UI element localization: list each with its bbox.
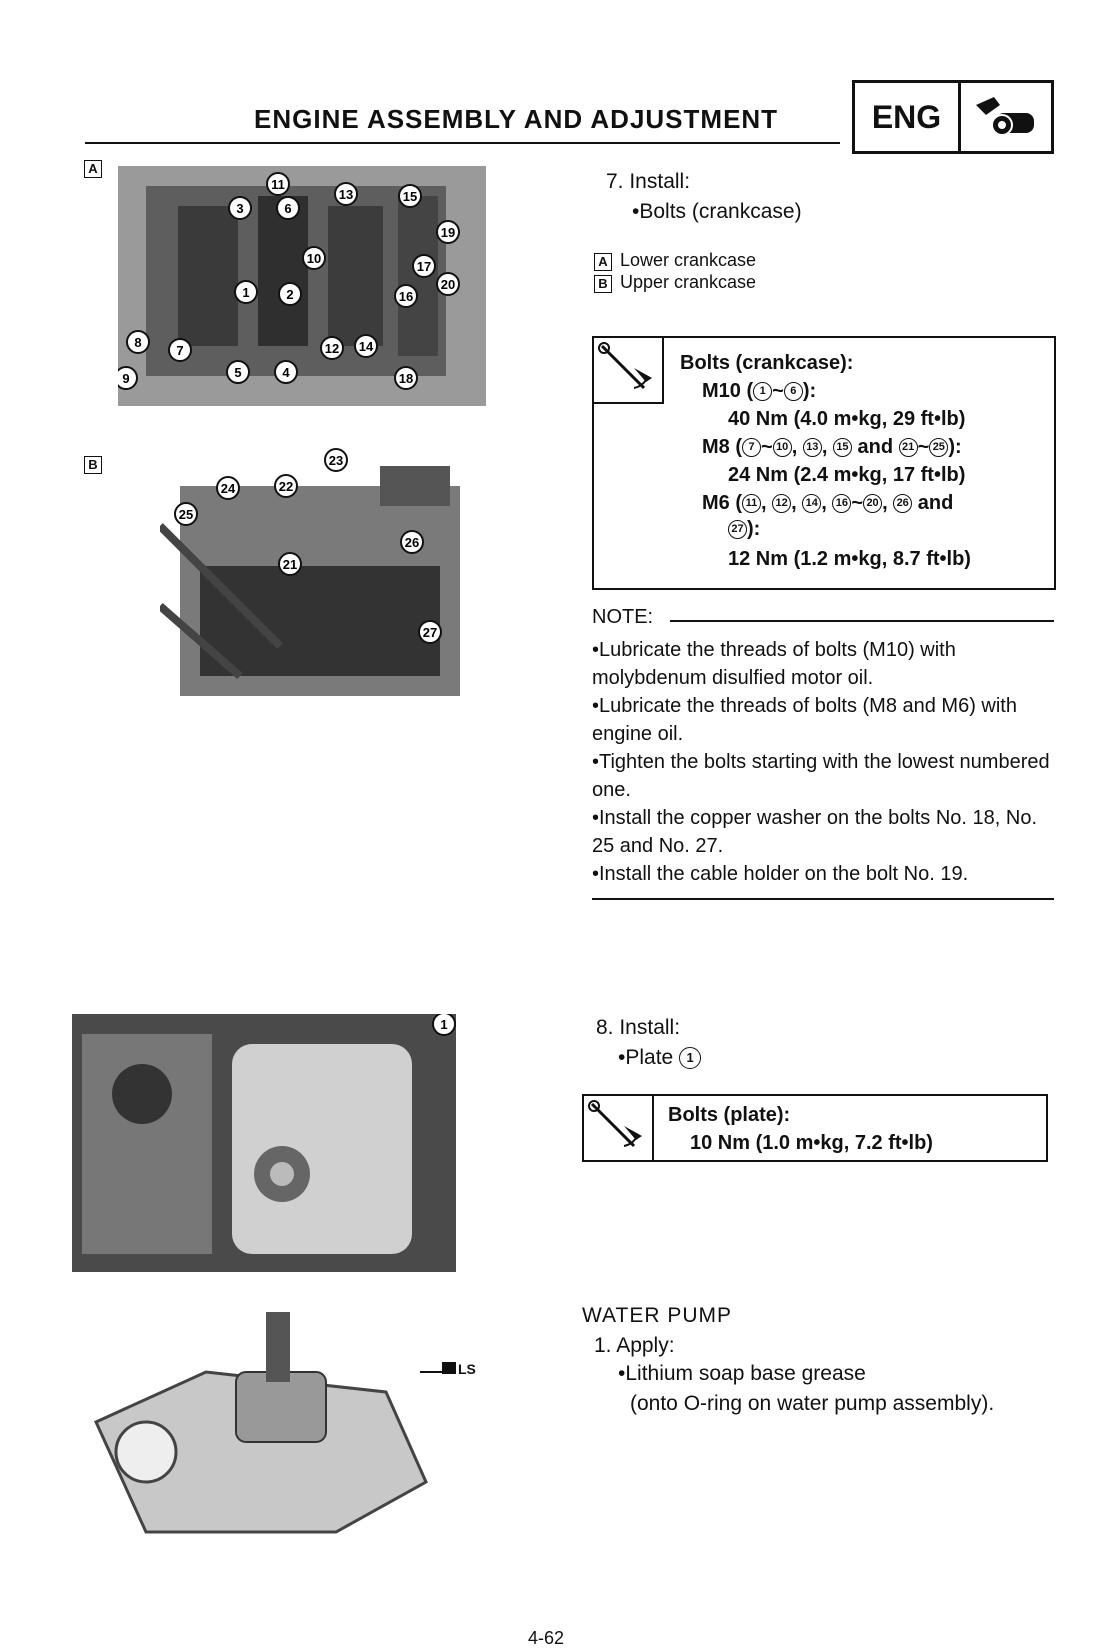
torque-wrench-icon <box>584 1096 654 1160</box>
header-rule <box>85 142 840 144</box>
svg-text:1: 1 <box>440 1017 448 1032</box>
figure-b-callout-27 <box>419 621 441 643</box>
svg-text:12: 12 <box>324 341 340 356</box>
plate-spec-title: Bolts (plate): <box>668 1104 791 1126</box>
svg-text:11: 11 <box>271 177 285 192</box>
figure-b-callout-24 <box>217 477 239 499</box>
figure-b-callout-23 <box>325 449 347 471</box>
svg-text:LS: LS <box>458 1361 476 1377</box>
figure-a-callout-5 <box>227 361 249 383</box>
figure-a-callout-17 <box>413 255 435 277</box>
section-code: ENG <box>855 83 961 151</box>
spec-m6-value: 12 Nm (1.2 m•kg, 8.7 ft•lb) <box>728 548 971 570</box>
svg-text:16: 16 <box>398 289 414 304</box>
note-top-rule <box>670 620 1054 622</box>
figure-b-callout-21 <box>279 553 301 575</box>
figure-b-callout-22 <box>275 475 297 497</box>
step-7-item: •Bolts (crankcase) <box>632 200 802 223</box>
svg-text:20: 20 <box>440 277 456 292</box>
svg-text:6: 6 <box>284 201 292 216</box>
svg-text:25: 25 <box>178 507 194 522</box>
legend-b-text: Upper crankcase <box>620 272 757 292</box>
grease-symbol-icon <box>420 1354 484 1380</box>
figure-a-callout-16 <box>395 285 417 307</box>
svg-text:21: 21 <box>282 557 298 572</box>
spec-m10-value: 40 Nm (4.0 m•kg, 29 ft•lb) <box>728 408 966 430</box>
legend-a-text: Lower crankcase <box>620 250 757 270</box>
figure-a-callout-8 <box>127 331 149 353</box>
page-number: 4-62 <box>528 1628 565 1648</box>
legend-b <box>594 272 756 293</box>
figure-a-callout-14 <box>355 335 377 357</box>
step-8-label: 8. Install: <box>596 1016 681 1039</box>
svg-text:8: 8 <box>134 335 142 350</box>
engine-wrench-icon <box>961 83 1051 151</box>
spec-m8-row: M8 ( 7 ~ 10 , 13 , 15 and 21 ~ 25 ): <box>702 436 962 458</box>
svg-text:14: 14 <box>358 339 374 354</box>
svg-text:10: 10 <box>306 251 322 266</box>
spec-m6-row-cont: 27 ): <box>728 518 760 541</box>
torque-wrench-icon <box>594 338 664 404</box>
figure-a-callout-13 <box>335 183 357 205</box>
figure-b-callout-26 <box>401 531 423 553</box>
figure-a-callout-7 <box>169 339 191 361</box>
figure-a-callout-11 <box>267 173 289 195</box>
section-badge <box>852 80 1054 154</box>
svg-text:13: 13 <box>338 187 354 202</box>
svg-text:1: 1 <box>242 285 250 300</box>
figure-a-callout-12 <box>321 337 343 359</box>
figure-a-callout-2 <box>279 283 301 305</box>
water-pump-heading: WATER PUMP <box>582 1304 732 1327</box>
spec-m8-value: 24 Nm (2.4 m•kg, 17 ft•lb) <box>728 464 966 486</box>
figure-a-callout-20 <box>437 273 459 295</box>
water-pump-item: •Lithium soap base grease <box>618 1362 866 1385</box>
svg-text:24: 24 <box>220 481 236 496</box>
spec-m10-row: M10 ( 1 ~ 6 ): <box>702 380 817 402</box>
legend-b-key: B <box>594 275 612 293</box>
svg-text:22: 22 <box>278 479 294 494</box>
plate-torque-spec <box>582 1094 1048 1162</box>
plate-spec-value: 10 Nm (1.0 m•kg, 7.2 ft•lb) <box>690 1132 933 1154</box>
figure-b-callout-25 <box>175 503 197 525</box>
svg-text:18: 18 <box>398 371 414 386</box>
figure-a-callout-6 <box>277 197 299 219</box>
plate-callout-1 <box>433 1014 455 1035</box>
figure-a-callout-19 <box>437 221 459 243</box>
note-item-4: •Install the copper washer on the bolts No. 18, No. 25 and No. 27. <box>592 807 1038 857</box>
crankcase-torque-spec <box>592 336 1056 590</box>
svg-text:19: 19 <box>440 225 456 240</box>
water-pump-photo <box>86 1302 436 1542</box>
note-item-1: •Lubricate the threads of bolts (M10) with molybdenum disulfied motor oil. <box>592 639 956 689</box>
note-item-3: •Tighten the bolts starting with the lowest numbered one. <box>592 751 1050 801</box>
step-8-item: •Plate 1 <box>618 1046 701 1070</box>
step-7-label: 7. Install: <box>606 170 691 193</box>
spec-m6-row: M6 ( 11 , 12 , 14 , 16 ~ 20 , 26 and <box>702 492 954 514</box>
figure-a-callout-1 <box>235 281 257 303</box>
figure-a-callout-18 <box>395 367 417 389</box>
legend-a <box>594 250 756 271</box>
spec-title: Bolts (crankcase): <box>680 352 854 374</box>
svg-text:15: 15 <box>402 189 418 204</box>
figure-a-callout-9 <box>118 367 137 389</box>
note-item-2: •Lubricate the threads of bolts (M8 and M6) with engine oil. <box>592 695 1017 745</box>
figure-a-label: A <box>84 160 102 178</box>
figure-a-callout-15 <box>399 185 421 207</box>
note-bottom-rule <box>592 898 1054 900</box>
svg-text:2: 2 <box>286 287 294 302</box>
figure-a-callout-10 <box>303 247 325 269</box>
svg-text:7: 7 <box>176 343 184 358</box>
water-pump-step-1: 1. Apply: <box>594 1334 675 1357</box>
svg-text:3: 3 <box>236 201 244 216</box>
svg-text:4: 4 <box>282 365 290 380</box>
figure-a-callout-4 <box>275 361 297 383</box>
svg-text:5: 5 <box>234 365 242 380</box>
note-title: NOTE: <box>592 606 654 628</box>
svg-text:9: 9 <box>122 371 130 386</box>
page-title: ENGINE ASSEMBLY AND ADJUSTMENT <box>254 104 779 134</box>
svg-text:27: 27 <box>422 625 438 640</box>
svg-text:26: 26 <box>404 535 420 550</box>
upper-crankcase-photo <box>160 446 476 706</box>
water-pump-detail: (onto O-ring on water pump assembly). <box>630 1392 995 1415</box>
lower-crankcase-photo <box>118 166 486 406</box>
figure-b-label: B <box>84 456 102 474</box>
note-item-5: •Install the cable holder on the bolt No. 19. <box>592 863 969 885</box>
legend-a-key: A <box>594 253 612 271</box>
plate-photo <box>72 1014 456 1272</box>
figure-a-callout-3 <box>229 197 251 219</box>
svg-text:17: 17 <box>416 259 432 274</box>
svg-text:23: 23 <box>328 453 344 468</box>
